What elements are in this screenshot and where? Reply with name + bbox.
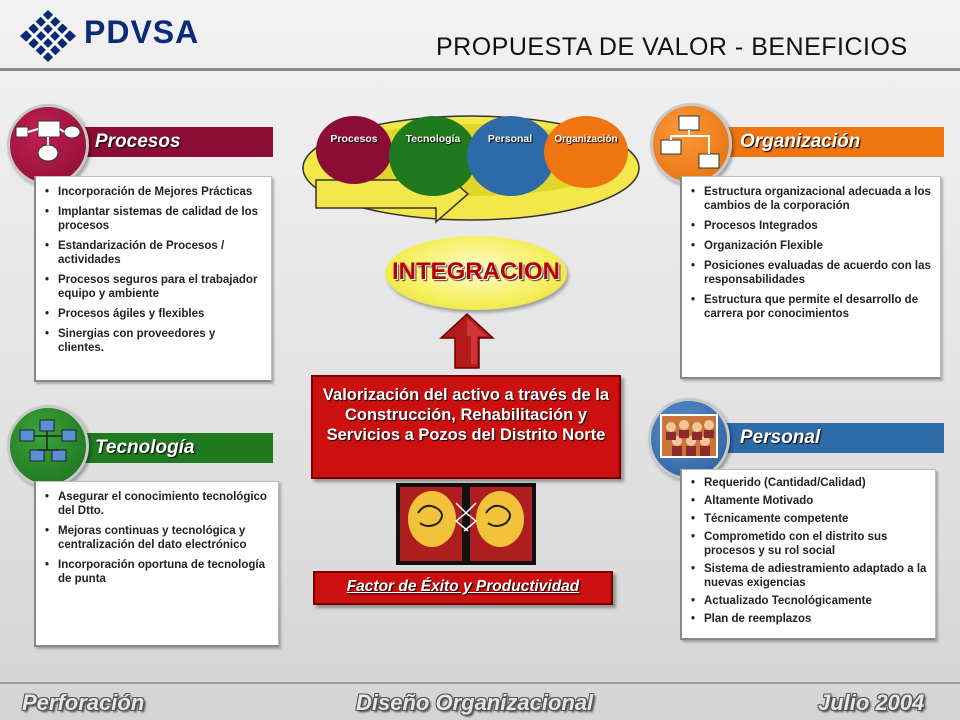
list-item: • Sinergias con proveedores y clientes. [58, 327, 263, 355]
list-item: • Técnicamente competente [704, 512, 927, 526]
list-item: • Altamente Motivado [704, 494, 927, 508]
list-item: • Estandarización de Procesos / actividades [58, 239, 263, 267]
list-item: • Organización Flexible [704, 239, 932, 253]
list-item: • Requerido (Cantidad/Calidad) [704, 476, 927, 490]
cycle-diagram [296, 108, 646, 228]
procesos-circle [7, 104, 89, 186]
procesos-list [36, 177, 271, 365]
cycle-segment-tecnologia [389, 116, 477, 196]
cycle-segment-personal [467, 116, 555, 196]
cycle-label-tecnologia: Tecnología [405, 133, 461, 145]
brand-name: PDVSA [84, 14, 200, 50]
personal-banner: Personal [700, 423, 944, 453]
list-item: • Actualizado Tecnológicamente [704, 594, 927, 608]
cycle-segment-organizacion [544, 116, 628, 188]
footer-divider [0, 682, 960, 684]
cycle-label-personal: Personal [487, 133, 533, 145]
list-item: • Posiciones evaluadas de acuerdo con las responsabilidades [704, 259, 932, 287]
list-item: • Asegurar el conocimiento tecnológico del Dtto. [58, 490, 270, 518]
list-item: • Incorporación de Mejores Prácticas [58, 185, 263, 199]
factor-text: Factor de Éxito y Productividad [346, 578, 580, 595]
people-photo-icon [651, 401, 727, 477]
valorizacion-text: Valorización del activo a través de la Construcción, Rehabilitación y Servicios a Pozos del Distrito Norte [322, 386, 610, 444]
list-item: • Implantar sistemas de calidad de los procesos [58, 205, 263, 233]
list-item: • Comprometido con el distrito sus procesos y su rol social [704, 530, 927, 558]
flowchart-icon [10, 107, 86, 183]
cycle-label-organizacion: Organización [554, 134, 618, 145]
cycle-label-procesos: Procesos [330, 133, 378, 145]
procesos-banner: Procesos [55, 127, 273, 157]
organizacion-circle [650, 103, 732, 185]
header-divider [0, 68, 960, 71]
network-computers-icon [10, 408, 86, 484]
pdvsa-logo-icon [18, 8, 78, 64]
organizacion-banner: Organización [700, 127, 944, 157]
cycle-segment-procesos [316, 116, 392, 184]
integracion-label: INTEGRACION [392, 258, 560, 285]
footer-center: Diseño Organizacional [356, 690, 594, 715]
footer-right: Julio 2004 [818, 690, 925, 715]
tecnologia-list [36, 482, 278, 596]
thinking-heads-image [396, 483, 536, 565]
list-item: • Procesos Integrados [704, 219, 932, 233]
procesos-list-box [34, 176, 272, 382]
personal-circle [648, 398, 730, 480]
personal-list [682, 470, 935, 634]
list-item: • Sistema de adiestramiento adaptado a la nuevas exigencias [704, 562, 927, 590]
org-chart-icon [653, 106, 729, 182]
up-arrow-icon [437, 312, 497, 372]
list-item: • Procesos ágiles y flexibles [58, 307, 263, 321]
list-item: • Plan de reemplazos [704, 612, 927, 626]
list-item: • Incorporación oportuna de tecnología de punta [58, 558, 270, 586]
tecnologia-banner: Tecnología [55, 433, 273, 463]
organizacion-list-box [680, 176, 941, 379]
personal-list-box [680, 469, 936, 640]
footer-left: Perforación [22, 690, 145, 715]
tecnologia-circle [7, 405, 89, 487]
slide-title: PROPUESTA DE VALOR - BENEFICIOS [436, 33, 908, 61]
list-item: • Mejoras continuas y tecnológica y centralización del dato electrónico [58, 524, 270, 552]
tecnologia-list-box [34, 481, 279, 647]
list-item: • Procesos seguros para el trabajador equipo y ambiente [58, 273, 263, 301]
organizacion-list [682, 177, 940, 331]
list-item: • Estructura organizacional adecuada a los cambios de la corporación [704, 185, 932, 213]
list-item: • Estructura que permite el desarrollo de carrera por conocimientos [704, 293, 932, 321]
